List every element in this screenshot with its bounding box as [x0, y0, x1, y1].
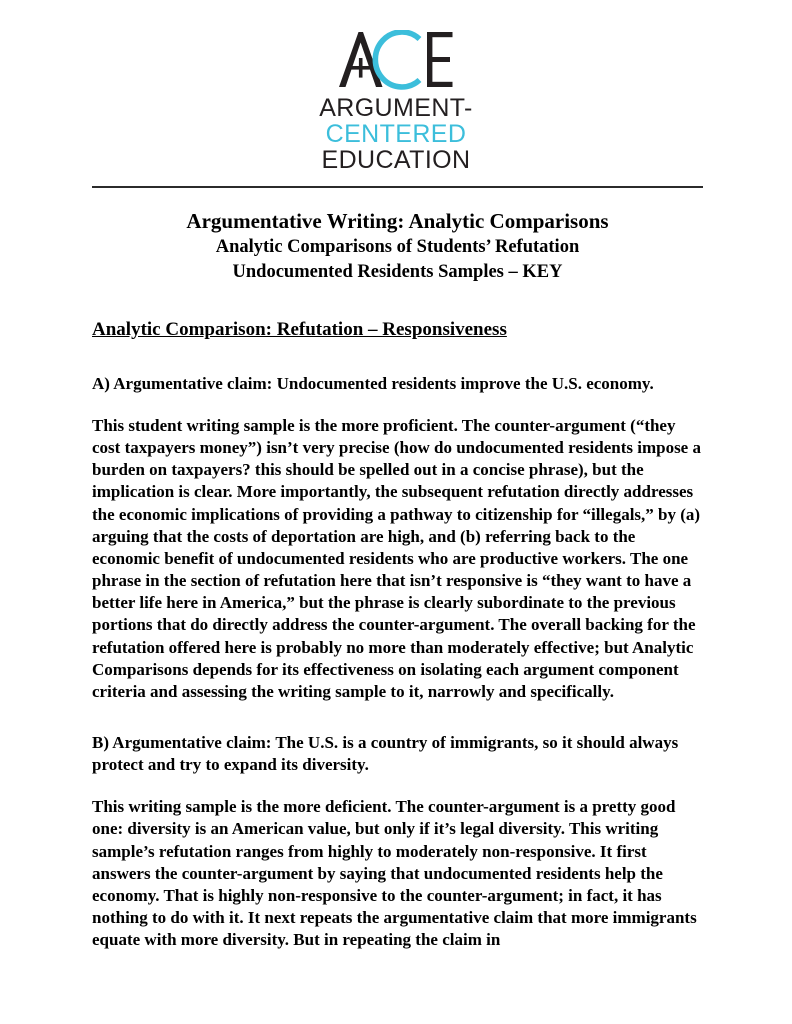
- logo-wordmark-line-2: CENTERED: [325, 119, 467, 148]
- page-title: Argumentative Writing: Analytic Comparisons: [186, 209, 609, 233]
- ace-logo: [0, 0, 792, 173]
- document-title-group: [92, 208, 703, 284]
- page-subtitle-line-2: Undocumented Residents Samples – KEY: [232, 261, 563, 282]
- document-body: [92, 208, 703, 952]
- ace-logo-mark: [337, 30, 455, 90]
- claim-b: B) Argumentative claim: The U.S. is a country of immigrants, so it should always protect and try to expand its diversity.: [92, 733, 679, 775]
- section-heading: Analytic Comparison: Refutation – Responsiveness: [92, 319, 507, 341]
- logo-wordmark-line-1: ARGUMENT-: [319, 94, 473, 122]
- horizontal-rule: [92, 186, 703, 188]
- paragraph-b: This writing sample is the more deficient. The counter-argument is a pretty good one: diversity is an American value, but only if it’s legal diversity. This writing sample’s refutation ranges from highly to moderately non-responsive. It first answers the counter-argument by saying that undocumented residents help the economy. That is highly non-responsive to the counter-argument; in fact, it has nothing to do with it. It next repeats the argumentative claim that more immigrants equate with more diversity. But in repeating the claim in: [92, 797, 697, 950]
- page-subtitle-line-1: Analytic Comparisons of Students’ Refutation: [215, 237, 580, 258]
- header-divider: [92, 186, 703, 188]
- paragraph-a: This student writing sample is the more proficient. The counter-argument (“they cost taxpayers money”) isn’t very precise (how do undocumented residents impose a burden on taxpayers? this should be spelled out in a concise phrase), but the implication is clear. More importantly, the subsequent refutation directly addresses the economic implications of providing a pathway to citizenship for “illegals,” by (a) arguing that the costs of deportation are high, and (b) referring back to the economic benefit of undocumented residents who are productive workers. The one phrase in the section of refutation here that isn’t responsive is “they want to have a better life here in America,” but the phrase is clearly subordinate to the previous portions that do directly address the counter-argument. The overall backing for the refutation offered here is probably no more than moderately effective; but Analytic Comparisons depends for its effectiveness on isolating each argument component criteria and assessing the writing sample to it, narrowly and specifically.: [92, 415, 701, 701]
- logo-wordmark-line-3: EDUCATION: [321, 145, 471, 174]
- ace-logo-wordmark: [319, 96, 473, 173]
- claim-a: A) Argumentative claim: Undocumented residents improve the U.S. economy.: [92, 373, 654, 393]
